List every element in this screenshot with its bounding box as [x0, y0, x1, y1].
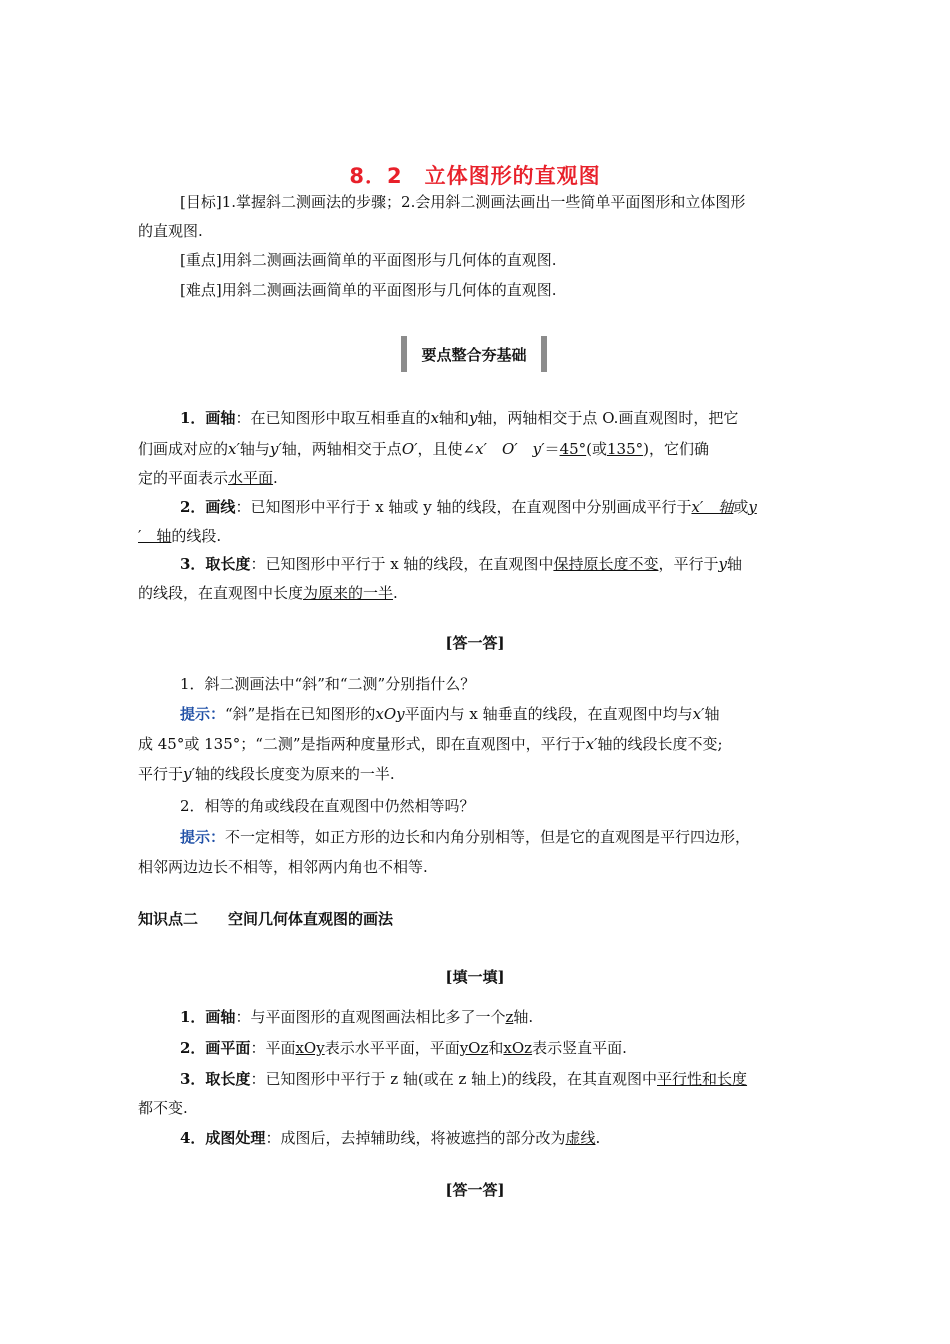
question-1: 1．斜二测画法中“斜”和“二测”分别指什么？: [180, 675, 476, 693]
fill-line-3: [180, 1065, 820, 1094]
text: 轴和: [438, 409, 469, 427]
difficulty-text: 用斜二测画法画简单的平面图形与几何体的直观图.: [221, 281, 557, 299]
answer-1-line-3: [138, 760, 818, 789]
text: ：在已知图形中取互相垂直的: [235, 409, 431, 427]
blank-answer: xOy: [295, 1039, 325, 1057]
text: y: [468, 409, 478, 427]
section-heading: 知识点二 空间几何体直观图的画法: [138, 910, 394, 928]
text: ，且使∠: [417, 440, 476, 458]
text: xOy: [375, 705, 405, 723]
text: 轴，两轴相交于点: [281, 440, 402, 458]
line-paragraph-line-2: [138, 522, 818, 551]
banner-title: 要点整合夯基础: [421, 346, 527, 364]
fill-line-1: [180, 1003, 820, 1032]
fill-line-3-cont: 都不变.: [138, 1099, 188, 1117]
hint-label: 提示：: [180, 828, 226, 846]
text: 的线段.: [171, 527, 222, 545]
answer-2-line-2: 相邻两边边长不相等，相邻两内角也不相等.: [138, 858, 428, 876]
text: 表示竖直平面.: [532, 1039, 627, 1057]
text: x′: [692, 705, 705, 723]
text: (或: [586, 440, 608, 458]
fill-line-4: [180, 1124, 820, 1153]
text: .: [595, 1129, 601, 1147]
length-label: 3．取长度: [180, 555, 251, 573]
blank-answer: 水平面: [228, 469, 274, 487]
difficulty-tag: [难点]: [180, 281, 222, 299]
blank-answer: ′ 轴: [138, 527, 172, 545]
fill-label: 4．成图处理: [180, 1129, 266, 1147]
fill-line-2: [180, 1034, 820, 1063]
fill-label: 2．画平面: [180, 1039, 251, 1057]
blank-answer: 135°: [607, 440, 644, 458]
blank-answer: 45°: [559, 440, 587, 458]
answer-1-line-2: [138, 730, 818, 759]
goal-text-cont: 的直观图.: [138, 222, 203, 240]
text: ：已知图形中平行于 x 轴的线段，在直观图中: [250, 555, 554, 573]
text: 轴与: [239, 440, 270, 458]
blank-answer: x′ 轴: [691, 498, 734, 516]
text: ：已知图形中平行于 x 轴或 y 轴的线段，在直观图中分别画成平行于: [235, 498, 692, 516]
blank-answer: z: [505, 1008, 514, 1026]
text: O′: [401, 440, 418, 458]
goal-tag: [目标]: [180, 193, 222, 211]
text: 平面内与 x 轴垂直的线段，在直观图中均与: [404, 705, 693, 723]
difficulty-line: [180, 276, 820, 305]
key-point-tag: [重点]: [180, 251, 222, 269]
text: 和: [488, 1039, 504, 1057]
length-paragraph-line-1: [180, 550, 820, 579]
question-2: 2．相等的角或线段在直观图中仍然相等吗？: [180, 797, 475, 815]
fill-label: 3．取长度: [180, 1070, 251, 1088]
text: 成 45°或 135°；“二测”是指两种度量形式，即在直观图中，平行于: [138, 735, 586, 753]
text: 平行于: [138, 765, 184, 783]
hint-label: 提示：: [180, 705, 226, 723]
text: 轴: [726, 555, 742, 573]
text: .: [273, 469, 278, 487]
text: x′: [585, 735, 598, 753]
line-label: 2．画线: [180, 498, 236, 516]
goal-text: 1.掌握斜二测画法的步骤；2.会用斜二测画法画出一些简单平面图形和立体图形: [221, 193, 746, 211]
text: 轴，两轴相交于点 O.画直观图时，把它: [477, 409, 739, 427]
text: 的线段，在直观图中长度: [138, 584, 304, 602]
text: )，它们确: [643, 440, 710, 458]
answer-1-line-1: [180, 700, 820, 729]
text: ：成图后，去掉辅助线，将被遮挡的部分改为: [265, 1129, 566, 1147]
text: y: [718, 555, 727, 573]
fill-header: [填一填]: [445, 968, 505, 986]
axis-paragraph-line-1: [180, 404, 820, 433]
blank-answer: xOz: [503, 1039, 533, 1057]
text: x′ O′ y′: [475, 440, 545, 458]
blank-answer: 虚线: [565, 1129, 596, 1147]
axis-paragraph-line-2: [138, 435, 818, 464]
text: 或: [733, 498, 749, 516]
text: 表示水平平面，平面: [324, 1039, 460, 1057]
blank-answer: yOz: [459, 1039, 489, 1057]
text: 轴的线段长度不变;: [597, 735, 723, 753]
text: 定的平面表示: [138, 469, 229, 487]
text: x′: [228, 440, 240, 458]
text: x: [430, 409, 439, 427]
goal-line: [180, 188, 820, 217]
text: 不一定相等，如正方形的边长和内角分别相等，但是它的直观图是平行四边形，: [225, 828, 751, 846]
banner-right-bar: [541, 336, 547, 372]
text: y′: [183, 765, 195, 783]
axis-label: 1．画轴: [180, 409, 236, 427]
key-point-text: 用斜二测画法画简单的平面图形与几何体的直观图.: [221, 251, 557, 269]
fill-label: 1．画轴: [180, 1008, 236, 1026]
text: 们画成对应的: [138, 440, 229, 458]
line-paragraph-line-1: [180, 493, 820, 522]
text: .: [393, 584, 398, 602]
goal-line-cont: [138, 217, 818, 246]
qa-header-2: [答一答]: [445, 1181, 505, 1199]
text: ：已知图形中平行于 z 轴(或在 z 轴上)的线段，在其直观图中: [250, 1070, 658, 1088]
blank-answer: 平行性和长度: [657, 1070, 748, 1088]
length-paragraph-line-2: [138, 579, 818, 608]
answer-2-line-1: [180, 823, 820, 852]
text: ：平面: [250, 1039, 296, 1057]
text: ，平行于: [658, 555, 719, 573]
text: ：与平面图形的直观图画法相比多了一个: [235, 1008, 506, 1026]
text: y′: [269, 440, 282, 458]
text: 轴的线段长度变为原来的一半.: [194, 765, 395, 783]
text: “斜”是指在已知图形的: [225, 705, 376, 723]
section-banner: [401, 336, 547, 372]
text: 轴.: [513, 1008, 534, 1026]
blank-answer: y: [748, 498, 757, 516]
text: ＝: [544, 440, 560, 458]
qa-header: [答一答]: [445, 634, 505, 652]
blank-answer: 为原来的一半: [303, 584, 394, 602]
key-point-line: [180, 246, 820, 275]
page-title: 8．2 立体图形的直观图: [349, 164, 601, 188]
text: 轴: [704, 705, 720, 723]
blank-answer: 保持原长度不变: [553, 555, 659, 573]
axis-paragraph-line-3: [138, 464, 818, 493]
